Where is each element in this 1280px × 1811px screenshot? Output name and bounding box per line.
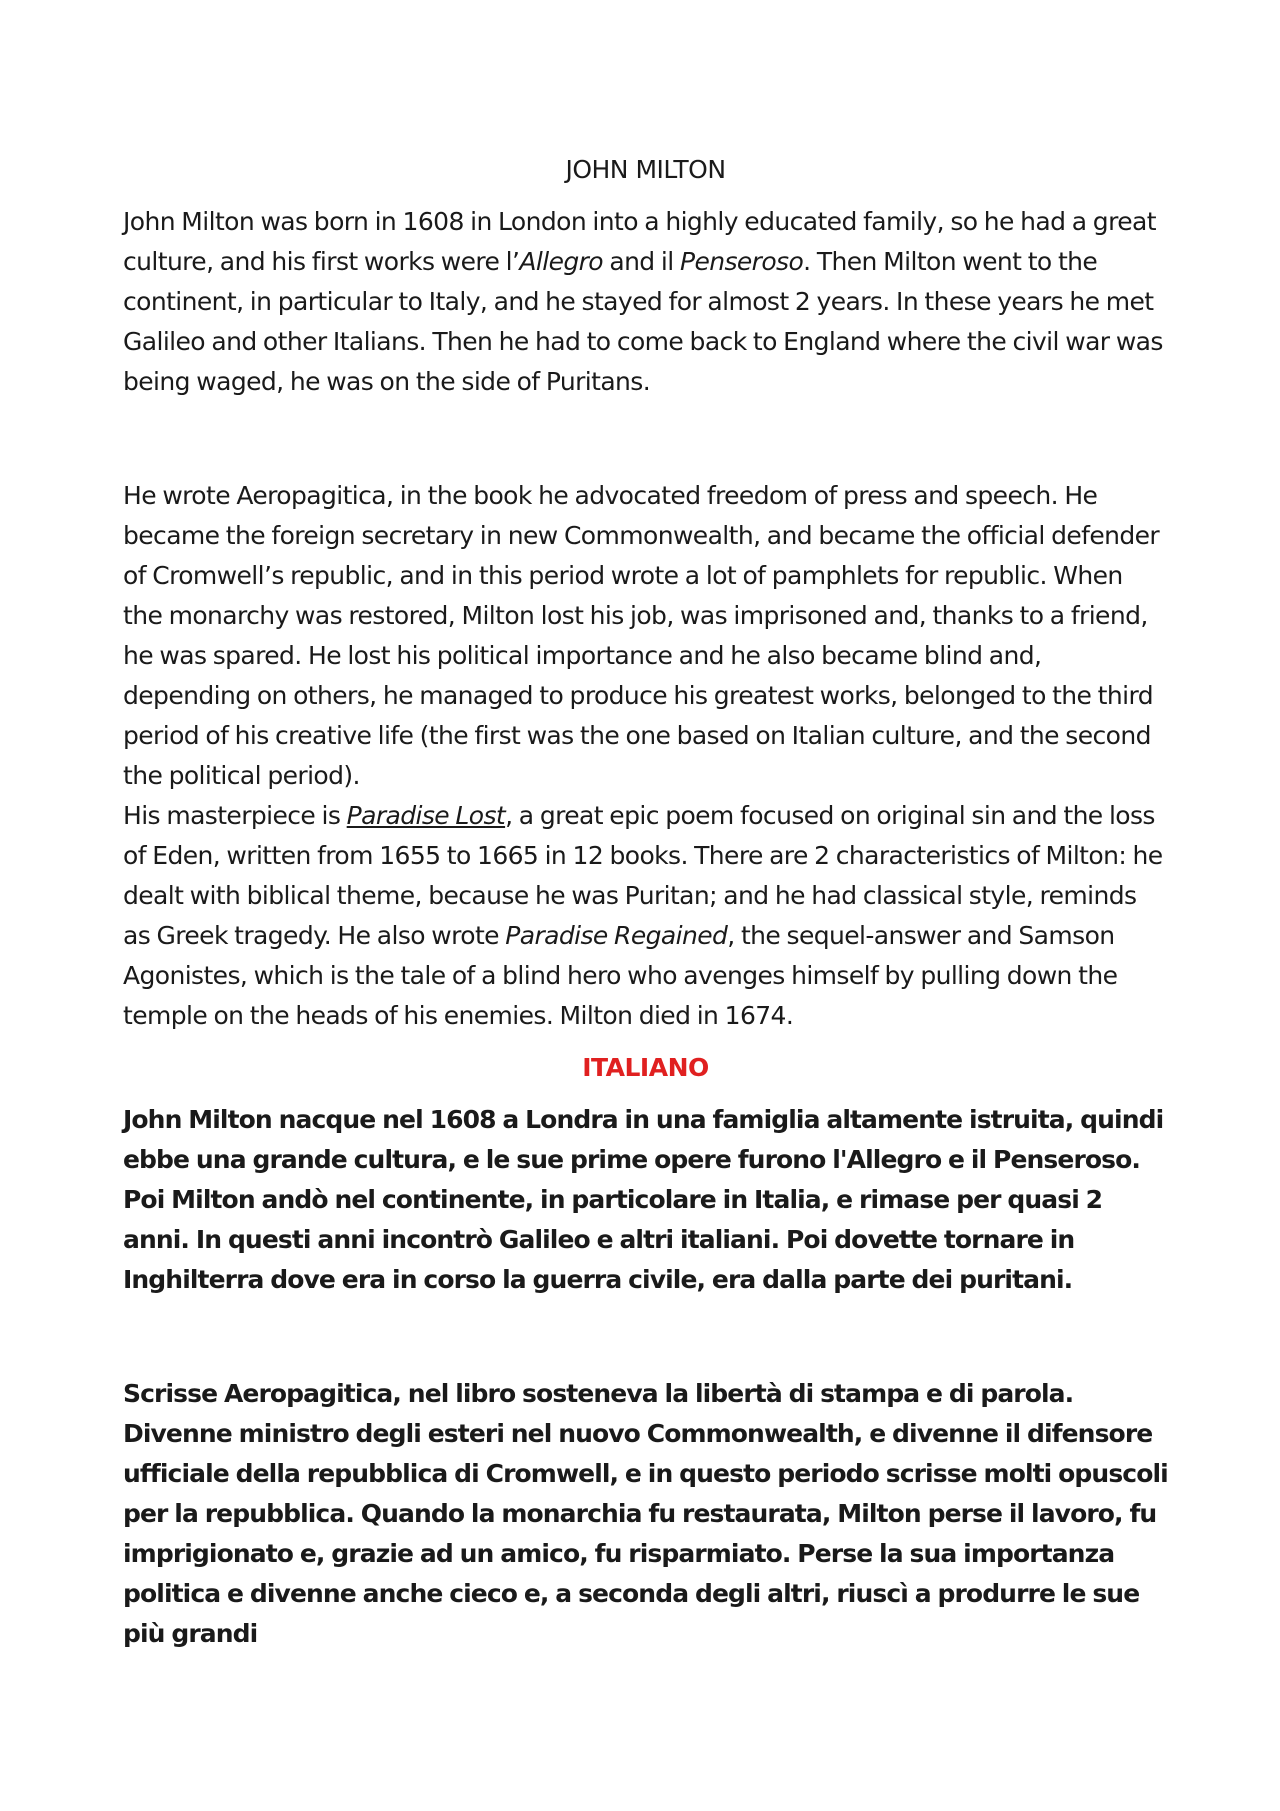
english-paragraph-3: [123, 796, 1168, 1036]
english-p1-text-1: John Milton was born in 1608 in London into a highly educated family, so he had a great culture, and his first works were l’: [123, 207, 1156, 276]
italian-paragraph-1: John Milton nacque nel 1608 a Londra in una famiglia altamente istruita, quindi ebbe una grande cultura, e le sue prime opere furono l'Allegro e il Penseroso. Poi Milton andò nel continente, in particolare in Italia, e rimase per quasi 2 anni. In questi anni incontrò Galileo e altri italiani. Poi dovette tornare in Inghilterra dove era in corso la guerra civile, era dalla parte dei puritani.: [123, 1105, 1164, 1294]
document-page: [123, 150, 1168, 1654]
english-p1-italic-allegro: Allegro: [519, 247, 603, 276]
italian-paragraph-2: Scrisse Aeropagitica, nel libro sosteneva la libertà di stampa e di parola. Divenne ministro degli esteri nel nuovo Commonwealth, e divenne il difensore ufficiale della repubblica di Cromwell, e in questo periodo scrisse molti opuscoli per la repubblica. Quando la monarchia fu restaurata, Milton perse il lavoro, fu imprigionato e, grazie ad un amico, fu risparmiato. Perse la sua importanza politica e divenne anche cieco e, a seconda degli altri, riuscì a produrre le sue più grandi: [123, 1379, 1168, 1648]
english-p3-text-1: His masterpiece is: [123, 801, 347, 830]
english-p3-paradise-lost: Paradise Lost: [346, 801, 506, 830]
english-p1-italic-penseroso: Penseroso: [679, 247, 804, 276]
paragraph-gap: [123, 402, 1168, 476]
english-p3-text-3: , the sequel-answer and Samson Agonistes, which is the tale of a blind hero who avenges himself by pulling down the temple on the heads of his enemies. Milton died in 1674.: [123, 921, 1118, 1030]
english-p3-text-2: , a great epic poem focused on original sin and the loss of Eden, written from 1655 to 1665 in 12 books. There are 2 characteristics of Milton: he dealt with biblical theme, because he was Puritan; and he had classical style, reminds as Greek tragedy. He also wrote: [123, 801, 1163, 950]
english-p1-text-3: . Then Milton went to the continent, in particular to Italy, and he stayed for almost 2 years. In these years he met Galileo and other Italians. Then he had to come back to England where the civil war was being waged, he was on the side of Puritans.: [123, 247, 1163, 396]
english-paragraph-1: [123, 202, 1168, 402]
english-p3-paradise-regained: Paradise Regained: [505, 921, 728, 950]
paragraph-gap: [123, 1300, 1168, 1374]
english-paragraph-2: He wrote Aeropagitica, in the book he advocated freedom of press and speech. He became the foreign secretary in new Commonwealth, and became the official defender of Cromwell’s republic, and in this period wrote a lot of pamphlets for republic. When the monarchy was restored, Milton lost his job, was imprisoned and, thanks to a friend, he was spared. He lost his political importance and he also became blind and, depending on others, he managed to produce his greatest works, belonged to the third period of his creative life (the first was the one based on Italian culture, and the second the political period).: [123, 481, 1160, 790]
english-p1-text-2: and il: [603, 247, 680, 276]
italian-heading: ITALIANO: [582, 1053, 709, 1082]
document-title: JOHN MILTON: [565, 155, 726, 184]
